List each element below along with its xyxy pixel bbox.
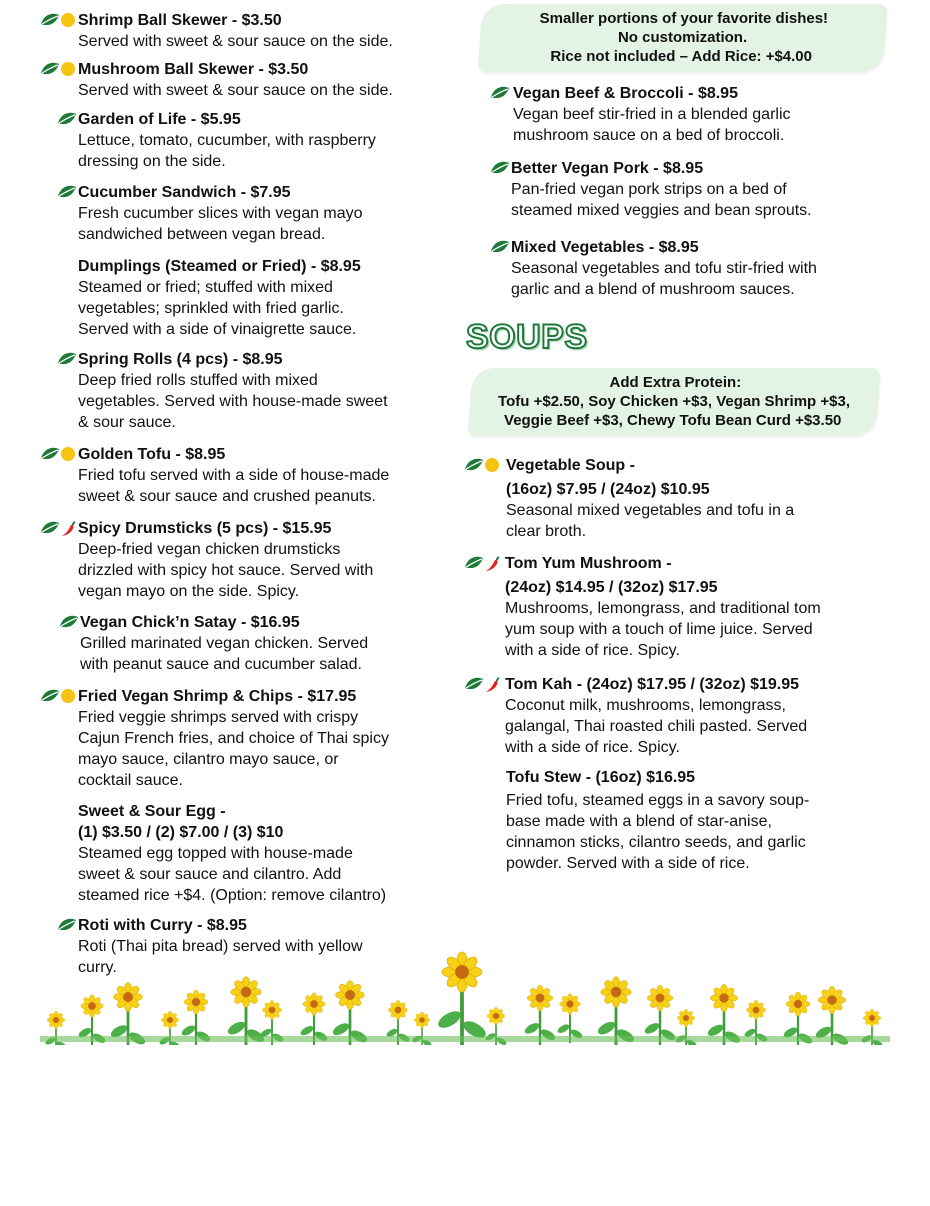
item-description: Fresh cucumber slices with vegan mayo sandwiched between vegan bread. xyxy=(78,205,363,243)
item-title: Spicy Drumsticks (5 pcs) - $15.95 xyxy=(78,520,332,537)
leaf-icon xyxy=(57,111,77,127)
menu-item-satay xyxy=(80,612,368,675)
dot-icon xyxy=(60,446,76,462)
item-description: Seasonal mixed vegetables and tofu in a clear broth. xyxy=(506,502,795,540)
leaf-icon xyxy=(490,85,510,101)
sunflower xyxy=(706,984,742,1045)
sunflower xyxy=(331,981,369,1045)
item-title: Tofu Stew - (16oz) $16.95 xyxy=(506,769,696,786)
item-description: Vegan beef stir-fried in a blended garlic mushroom sauce on a bed of broccoli. xyxy=(513,106,791,144)
item-title: Vegan Chick’n Satay - $16.95 xyxy=(80,614,300,631)
leaf-icon xyxy=(59,614,79,630)
item-price: (16oz) $7.95 / (24oz) $10.95 xyxy=(506,481,710,498)
chili-icon xyxy=(484,555,502,573)
dot-icon xyxy=(484,457,500,473)
menu-item-cucumber xyxy=(78,182,363,245)
menu-item-tofu-stew xyxy=(506,767,809,874)
leaf-icon xyxy=(464,676,484,692)
diet-icons xyxy=(490,85,510,103)
item-title: Spring Rolls (4 pcs) - $8.95 xyxy=(78,351,283,368)
item-description: Seasonal vegetables and tofu stir-fried with garlic and a blend of mushroom sauces. xyxy=(511,260,817,298)
menu-item-vegan-pork xyxy=(511,158,812,221)
item-title: Mixed Vegetables - $8.95 xyxy=(511,239,699,256)
diet-icons xyxy=(40,61,76,79)
item-description: Deep-fried vegan chicken drumsticks drizzled with spicy hot sauce. Served with vegan mayo on the side. Spicy. xyxy=(78,541,374,600)
menu-item-drumsticks xyxy=(78,518,373,602)
note-line: Veggie Beef +$3, Chewy Tofu Bean Curd +$3.50 xyxy=(504,412,842,429)
menu-item-shrimp-chips xyxy=(78,686,389,791)
menu-item-mixed-veg xyxy=(511,237,817,300)
leaf-icon xyxy=(490,160,510,176)
menu-item-dumplings xyxy=(78,256,361,340)
grass-strip xyxy=(40,1036,890,1042)
leaf-icon xyxy=(464,457,484,473)
chili-icon xyxy=(484,676,502,694)
leaf-icon xyxy=(40,61,60,77)
diet-icons xyxy=(57,184,77,202)
item-title: Vegetable Soup - xyxy=(506,457,635,474)
note-line: Rice not included – Add Rice: +$4.00 xyxy=(550,48,813,65)
item-title: Roti with Curry - $8.95 xyxy=(78,917,247,934)
extra-protein-note xyxy=(468,368,881,436)
item-title: Tom Kah - (24oz) $17.95 / (32oz) $19.95 xyxy=(505,676,800,693)
leaf-icon xyxy=(464,555,484,571)
menu-item-tom-kah xyxy=(505,674,807,758)
small-portions-note xyxy=(478,4,888,72)
diet-icons xyxy=(59,614,79,632)
item-title: Golden Tofu - $8.95 xyxy=(78,446,226,463)
menu-item-tom-yum xyxy=(505,553,821,661)
diet-icons xyxy=(40,446,76,464)
menu-item-sweet-sour-egg xyxy=(78,801,386,906)
item-title: Mushroom Ball Skewer - $3.50 xyxy=(78,61,309,78)
menu-item-spring-rolls xyxy=(78,349,388,433)
dot-icon xyxy=(60,12,76,28)
leaf-icon xyxy=(490,239,510,255)
diet-icons xyxy=(40,520,78,538)
diet-icons xyxy=(57,917,77,935)
note-line: Tofu +$2.50, Soy Chicken +$3, Vegan Shrimp +$3, xyxy=(498,393,851,410)
diet-icons xyxy=(490,239,510,257)
leaf-icon xyxy=(40,446,60,462)
item-description: Fried tofu, steamed eggs in a savory soup- base made with a blend of star-anise, cinnamon sticks, cilantro seeds, and garlic powder. Served with a side of rice. xyxy=(506,792,810,872)
diet-icons xyxy=(40,12,76,30)
menu-item-veg-soup xyxy=(506,455,794,542)
menu-item-mushroom-ball xyxy=(78,59,393,101)
item-title: Garden of Life - $5.95 xyxy=(78,111,241,128)
sunflower xyxy=(109,983,147,1045)
chili-icon xyxy=(60,520,78,538)
diet-icons xyxy=(464,676,502,694)
diet-icons xyxy=(57,351,77,369)
sunflower-border xyxy=(40,950,890,1045)
item-description: Lettuce, tomato, cucumber, with raspberry dressing on the side. xyxy=(78,132,376,170)
item-price: (24oz) $14.95 / (32oz) $17.95 xyxy=(505,579,718,596)
item-description: Grilled marinated vegan chicken. Served with peanut sauce and cucumber salad. xyxy=(80,635,369,673)
menu-item-garden xyxy=(78,109,376,172)
item-title: Tom Yum Mushroom - xyxy=(505,555,672,572)
item-description: Steamed egg topped with house-made sweet & sour sauce and cilantro. Add steamed rice +$4. (Option: remove cilantro) xyxy=(78,845,387,904)
soups-heading: SOUPS xyxy=(466,318,588,356)
item-description: Mushrooms, lemongrass, and traditional tom yum soup with a touch of lime juice. Served with a side of rice. Spicy. xyxy=(505,600,821,659)
item-title: Shrimp Ball Skewer - $3.50 xyxy=(78,12,282,29)
item-title: Dumplings (Steamed or Fried) - $8.95 xyxy=(78,258,361,275)
item-title: Cucumber Sandwich - $7.95 xyxy=(78,184,291,201)
diet-icons xyxy=(40,688,76,706)
leaf-icon xyxy=(40,520,60,536)
menu-item-beef-broccoli xyxy=(513,83,791,146)
sunflower xyxy=(556,994,584,1043)
dot-icon xyxy=(60,688,76,704)
diet-icons xyxy=(490,160,510,178)
sunflower xyxy=(596,977,636,1045)
leaf-icon xyxy=(57,184,77,200)
diet-icons xyxy=(464,457,500,475)
item-description: Pan-fried vegan pork strips on a bed of steamed mixed veggies and bean sprouts. xyxy=(511,181,812,219)
item-title: Sweet & Sour Egg - xyxy=(78,803,226,820)
item-title: Fried Vegan Shrimp & Chips - $17.95 xyxy=(78,688,357,705)
dot-icon xyxy=(60,61,76,77)
leaf-icon xyxy=(40,12,60,28)
diet-icons xyxy=(464,555,502,573)
item-description: Fried veggie shrimps served with crispy Cajun French fries, and choice of Thai spicy mayo sauce, cilantro mayo sauce, or cocktail sauce. xyxy=(78,709,389,789)
item-description: Roti (Thai pita bread) served with yellow curry. xyxy=(78,938,363,976)
item-description: Steamed or fried; stuffed with mixed vegetables; sprinkled with fried garlic. Served with a side of vinaigrette sauce. xyxy=(78,279,357,338)
leaf-icon xyxy=(40,688,60,704)
note-line: Smaller portions of your favorite dishes! xyxy=(539,10,829,27)
item-description: Deep fried rolls stuffed with mixed vegetables. Served with house-made sweet & sour sauce. xyxy=(78,372,388,431)
diet-icons xyxy=(57,111,77,129)
sunflower xyxy=(226,977,266,1045)
item-description: Fried tofu served with a side of house-made sweet & sour sauce and crushed peanuts. xyxy=(78,467,390,505)
note-line: No customization. xyxy=(617,29,748,46)
item-description: Served with sweet & sour sauce on the side. xyxy=(78,82,393,99)
item-description: Served with sweet & sour sauce on the side. xyxy=(78,33,393,50)
note-line: Add Extra Protein: xyxy=(609,374,742,391)
leaf-icon xyxy=(57,351,77,367)
item-price: (1) $3.50 / (2) $7.00 / (3) $10 xyxy=(78,824,284,841)
item-title: Vegan Beef & Broccoli - $8.95 xyxy=(513,85,738,102)
sunflower xyxy=(436,952,489,1045)
item-description: Coconut milk, mushrooms, lemongrass, galangal, Thai roasted chili pasted. Served with a side of rice. Spicy. xyxy=(505,697,808,756)
menu-item-golden-tofu xyxy=(78,444,389,507)
leaf-icon xyxy=(57,917,77,933)
menu-item-shrimp-ball xyxy=(78,10,393,52)
item-title: Better Vegan Pork - $8.95 xyxy=(511,160,704,177)
